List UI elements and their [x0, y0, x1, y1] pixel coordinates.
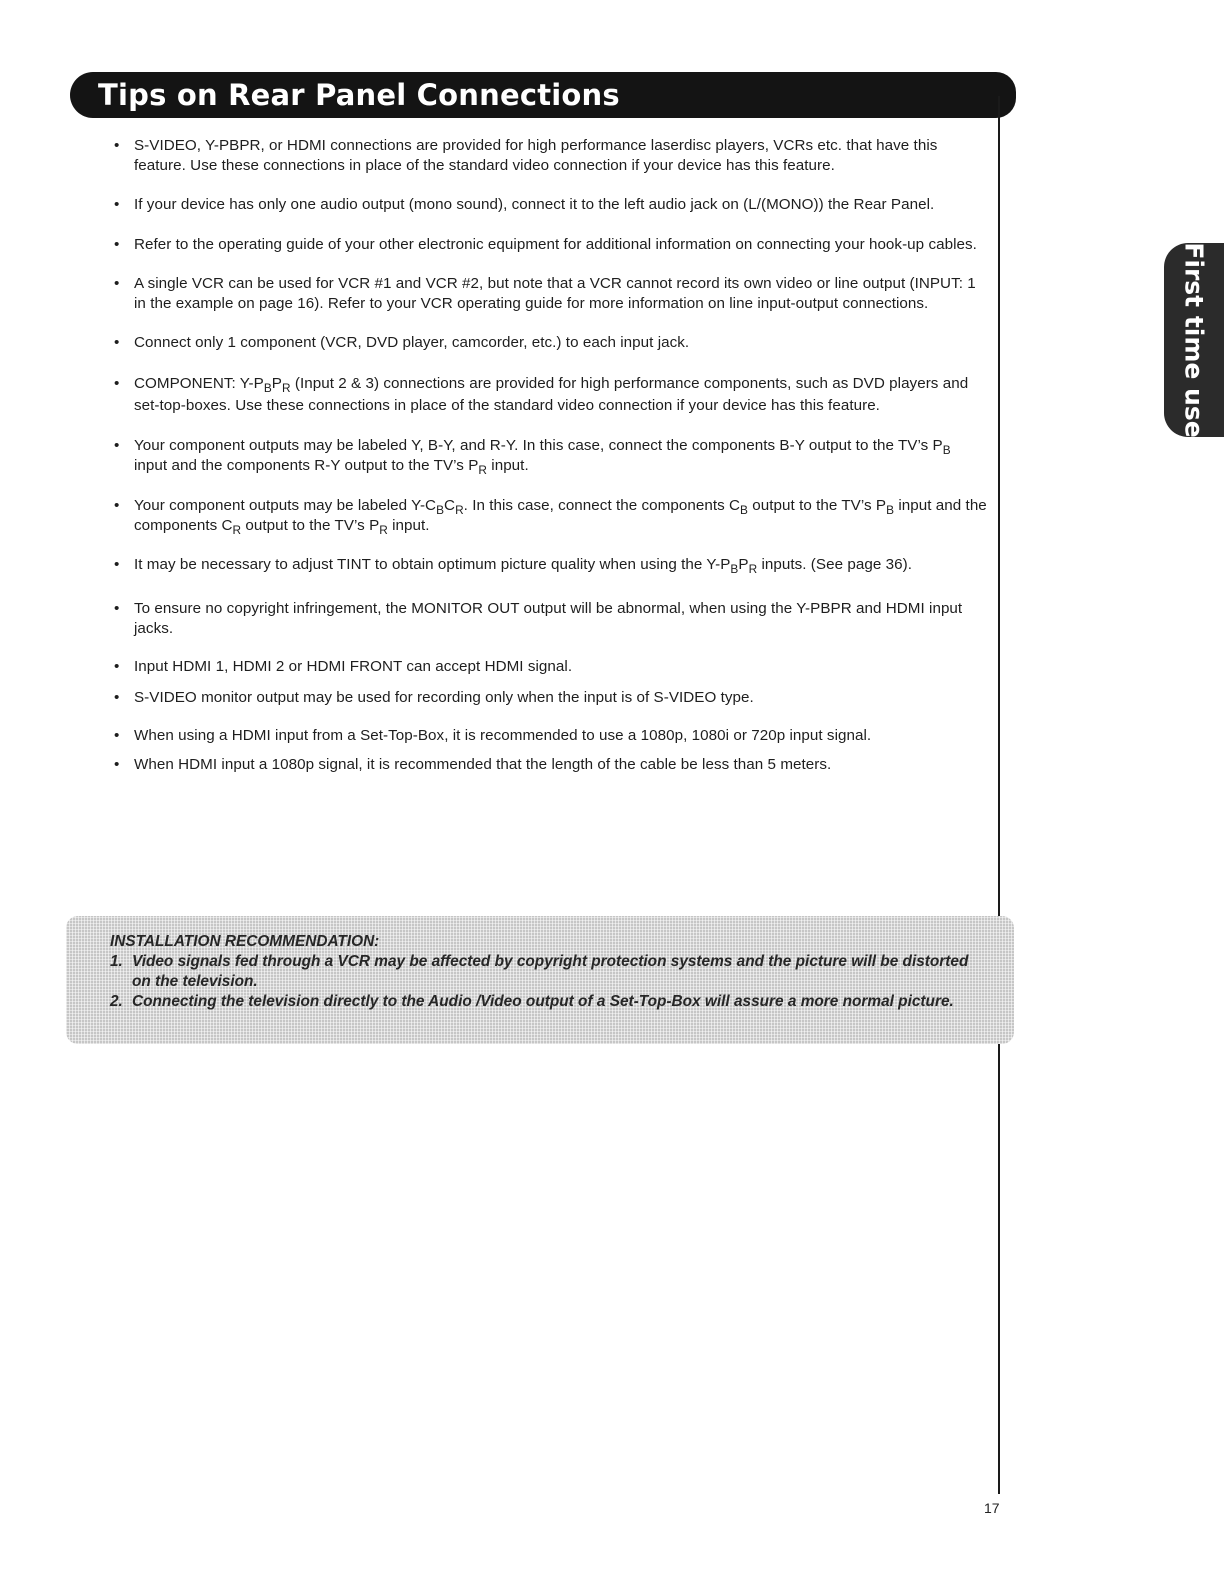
tip-svideo-connections: • S-VIDEO, Y-PBPR, or HDMI connections are provided for high performance laserdisc players, VCRs etc. that have this feature. Use these connections in place of the standard video connection if your device has this feature.: [112, 136, 987, 176]
page-number: 17: [984, 1500, 1000, 1516]
tip-one-component: • Connect only 1 component (VCR, DVD player, camcorder, etc.) to each input jack.: [112, 333, 987, 353]
tip-cbcr-outputs: • Your component outputs may be labeled $Y-C_BC_R$. In this case, connect the components $C_B$ output to the TV’s $P_B$ input and the components $C_R$ output to the TV’s $P_R$ input.: [112, 496, 987, 536]
tip-hdmi-signal-format: • When using a HDMI input from a Set-Top-Box, it is recommended to use a 1080p, 1080i or 720p input signal.: [112, 726, 1014, 746]
installation-item: 2. Connecting the television directly to the Audio /Video output of a Set-Top-Box will assure a more normal picture.: [110, 993, 954, 1010]
tips-list: [112, 136, 987, 775]
page-title-bar: [70, 72, 1016, 118]
tip-copyright-monitor-out: • To ensure no copyright infringement, the MONITOR OUT output will be abnormal, when using the Y-PBPR and HDMI input jacks.: [112, 599, 987, 639]
section-side-tab-label: First time use: [1179, 242, 1209, 438]
installation-heading: INSTALLATION RECOMMENDATION:: [110, 933, 380, 950]
tip-component-input: • COMPONENT: $Y-P_BP_R$ (Input 2 & 3) connections are provided for high performance components, such as DVD players and set-top-boxes. Use these connections in place of the standard video connection if your device has this feature.: [112, 373, 987, 417]
tip-hdmi-inputs: • Input HDMI 1, HDMI 2 or HDMI FRONT can accept HDMI signal.: [112, 657, 987, 677]
tip-hdmi-cable-length: • When HDMI input a 1080p signal, it is recommended that the length of the cable be less than 5 meters.: [112, 755, 987, 775]
tip-mono-audio: • If your device has only one audio output (mono sound), connect it to the left audio jack on (L/(MONO)) the Rear Panel.: [112, 195, 987, 215]
tip-adjust-tint: • It may be necessary to adjust TINT to obtain optimum picture quality when using the $Y-P_BP_R$ inputs. (See page 36).: [112, 555, 987, 575]
installation-recommendation-box: [66, 916, 1014, 1044]
section-side-tab: [1164, 243, 1224, 437]
installation-item: 1. Video signals fed through a VCR may be affected by copyright protection systems and the picture will be distorted on the television.: [110, 953, 969, 990]
installation-recommendation-content: [110, 932, 970, 1012]
page-title: Tips on Rear Panel Connections: [98, 78, 620, 112]
tip-operating-guide: • Refer to the operating guide of your other electronic equipment for additional information on connecting your hook-up cables.: [112, 235, 987, 255]
tip-single-vcr: • A single VCR can be used for VCR #1 and VCR #2, but note that a VCR cannot record its own video or line output (INPUT: 1 in the example on page 16). Refer to your VCR operating guide for more information on line input-output connections.: [112, 274, 987, 314]
vertical-divider: [998, 96, 1000, 1494]
tip-by-ry-outputs: • Your component outputs may be labeled Y, B-Y, and R-Y. In this case, connect the components B-Y output to the TV’s $P_B$ input and the components R-Y output to the TV’s $P_R$ input.: [112, 436, 987, 476]
tip-svideo-monitor: • S-VIDEO monitor output may be used for recording only when the input is of S-VIDEO type.: [112, 688, 987, 708]
